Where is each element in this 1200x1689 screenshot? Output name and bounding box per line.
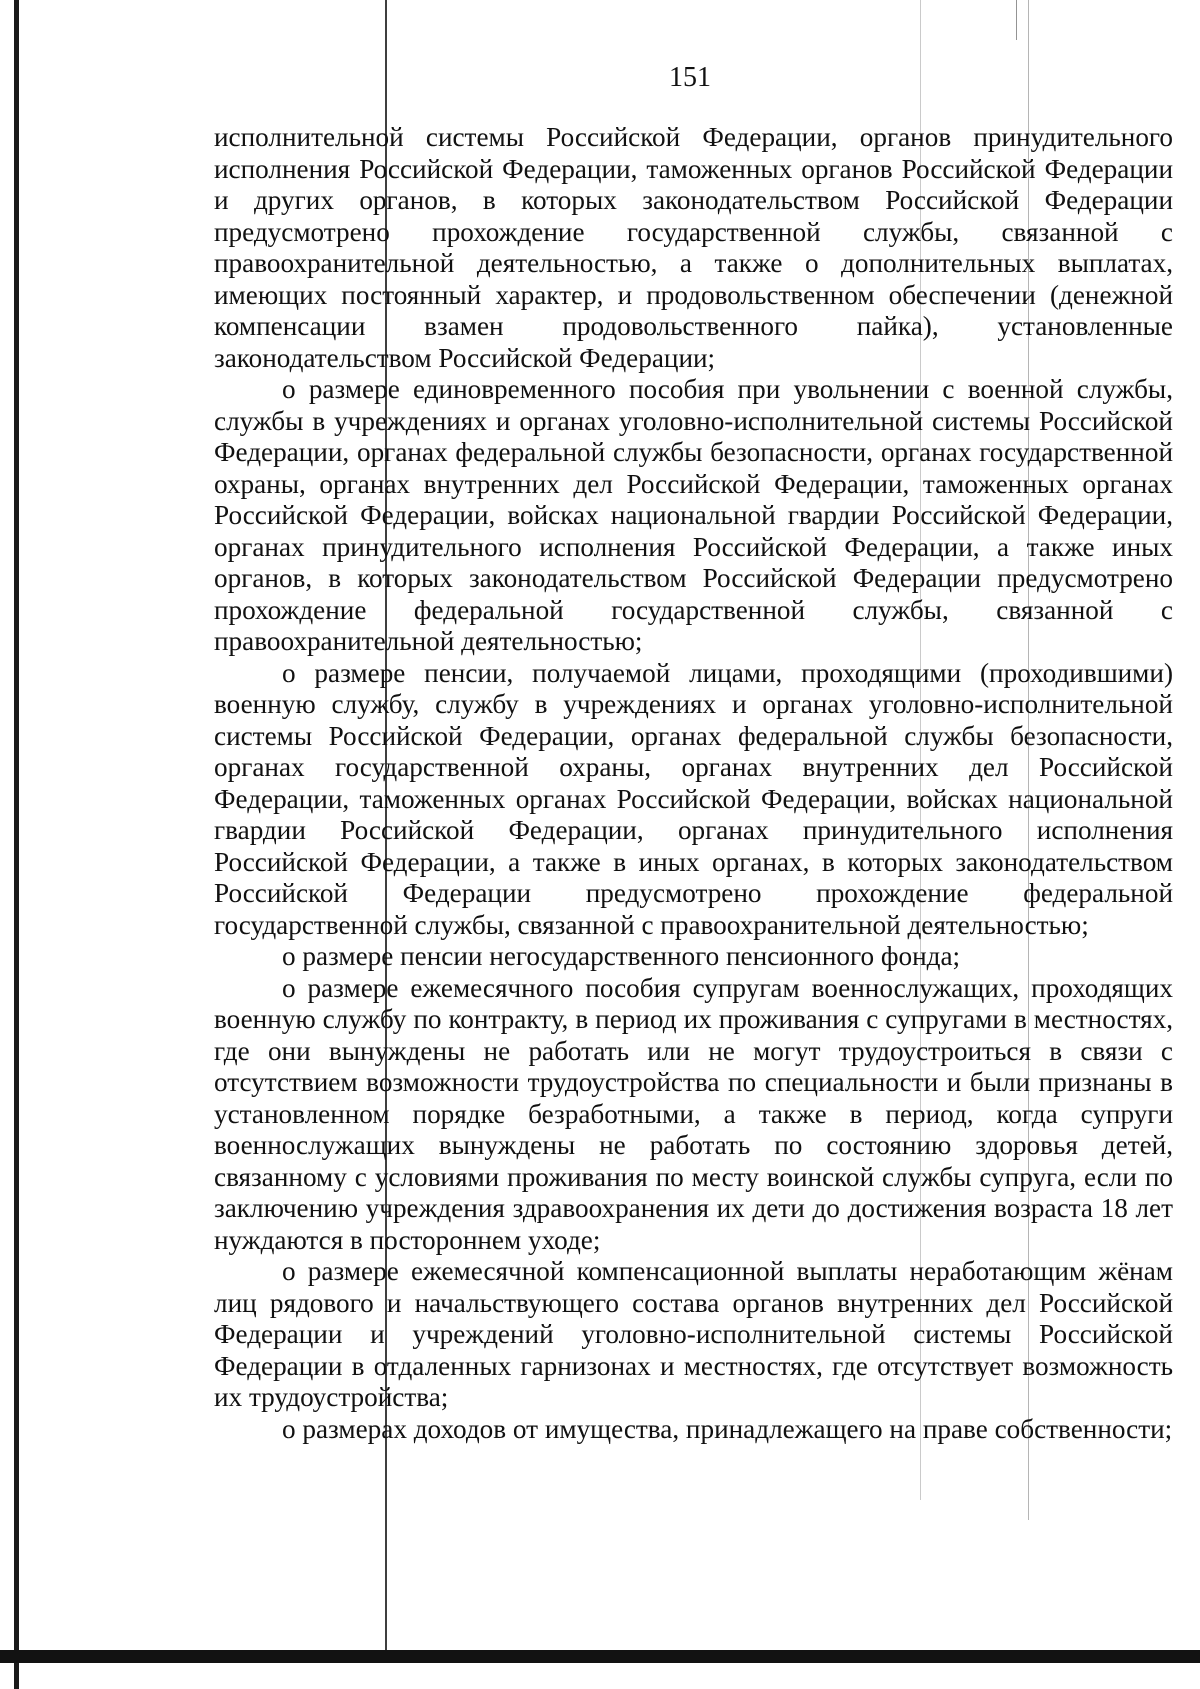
scan-left-edge: [14, 0, 19, 1689]
scan-bottom-edge: [0, 1650, 1200, 1663]
paragraph-spouse-allowance: о размере ежемесячного пособия супругам военнослужащих, проходящих военную службу по контракту, в период их проживания с супругами в местностях, где они вынуждены не работать или не могут трудоустроиться в связи с отсутствием возможности трудоустройства по специальности и были признаны в установленном порядке безработными, а также в период, когда супруги военнослужащих вынуждены не работать по состоянию здоровья детей, связанному с условиями проживания по месту воинской службы супруга, если по заключению учреждения здравоохранения их дети до достижения возраста 18 лет нуждаются в постороннем уходе;: [214, 972, 1173, 1255]
scan-fold-line-top: [1016, 0, 1017, 40]
paragraph-severance-allowance: о размере единовременного пособия при увольнении с военной службы, службы в учреждениях и органах уголовно-исполнительной системы Российской Федерации, органах федеральной службы безопасности, органах государственной охраны, органах внутренних дел Российской Федерации, таможенных органах Российской Федерации, войсках национальной гвардии Российской Федерации, органах принудительного исполнения Российской Федерации, а также иных органов, в которых законодательством Российской Федерации предусмотрено прохождение федеральной государственной службы, связанной с правоохранительной деятельностью;: [214, 374, 1173, 656]
paragraph-property-income: о размерах доходов от имущества, принадлежащего на праве собственности;: [282, 1413, 1173, 1444]
paragraph-private-pension-fund: о размере пенсии негосударственного пенсионного фонда;: [282, 941, 961, 971]
paragraph-continuation: исполнительной системы Российской Федерации, органов принудительного исполнения Российской Федерации, таможенных органов Российской Федерации и других органов, в которых законодательством Российской Федерации предусмотрено прохождение государственной службы, связанной с правоохранительной деятельностью, а также о дополнительных выплатах, имеющих постоянный характер, и продовольственном обеспечении (денежной компенсации взамен продовольственного пайка), установленные законодательством Российской Федерации;: [214, 122, 1173, 373]
paragraph-wives-compensation: о размере ежемесячной компенсационной выплаты неработающим жёнам лиц рядового и начальствующего состава органов внутренних дел Российской Федерации и учреждений уголовно-исполнительной системы Российской Федерации в отдаленных гарнизонах и местностях, где отсутствует возможность их трудоустройства;: [214, 1256, 1173, 1412]
page-number: 151: [669, 62, 711, 93]
paragraph-service-pension: о размере пенсии, получаемой лицами, проходящими (проходившими) военную службу, службу в учреждениях и органах уголовно-исполнительной системы Российской Федерации, органах федеральной службы безопасности, органах государственной охраны, органах внутренних дел Российской Федерации, таможенных органах Российской Федерации, войсках национальной гвардии Российской Федерации, органах принудительного исполнения Российской Федерации, а также в иных органах, в которых законодательством Российской Федерации предусмотрено прохождение федеральной государственной службы, связанной с правоохранительной деятельностью;: [214, 657, 1173, 940]
document-body: [214, 122, 1173, 1445]
